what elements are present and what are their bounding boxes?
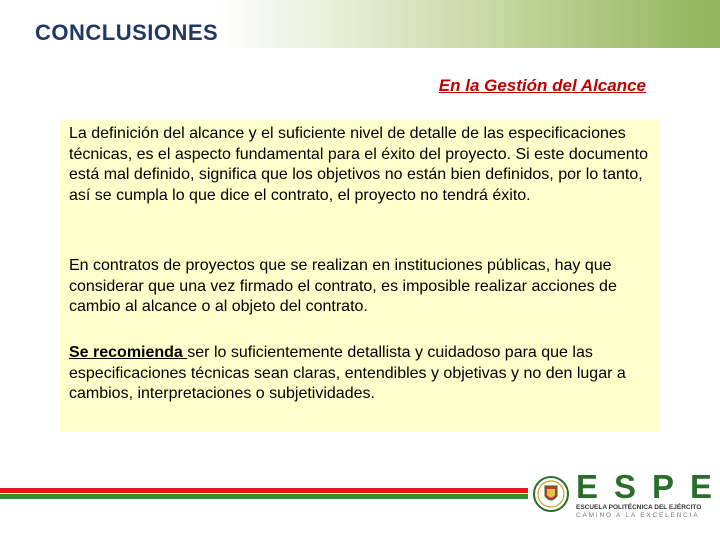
logo-letter: S — [613, 468, 636, 505]
logo-institution-name: ESCUELA POLITÉCNICA DEL EJÉRCITO — [576, 504, 702, 511]
seal-icon — [532, 470, 570, 518]
recommendation-text: ser lo suficientemente detallista y cuidadoso para que las especificaciones técnicas sean claras, entendibles y objetivas y no den lugar a cambios, interpretaciones o subjetividades. — [69, 344, 626, 402]
footer-lines — [0, 488, 528, 500]
logo-motto: CAMINO A LA EXCELENCIA — [576, 512, 700, 519]
logo-letter: P — [651, 468, 674, 505]
paragraph-recommendation — [69, 343, 654, 405]
logo-wordmark — [576, 470, 712, 504]
footer-line-green — [0, 494, 528, 499]
paragraph-scope-definition: La definición del alcance y el suficiente nivel de detalle de las especificaciones técnicas, es el aspecto fundamental para el éxito del proyecto. Si este documento está mal definido, significa que los objetivos no están bien definidos, por lo tanto, así se cumpla lo que dice el contrato, el proyecto no tendrá éxito. — [69, 125, 649, 204]
logo-letter: E — [689, 468, 712, 505]
recommendation-emphasis: Se recomienda — [69, 344, 188, 361]
content-box — [60, 120, 660, 432]
paragraph-public-contracts: En contratos de proyectos que se realizan en instituciones públicas, hay que considerar que una vez firmado el contrato, es imposible realizar acciones de cambio al alcance o al objeto del contrato. — [69, 257, 617, 315]
footer-line-red — [0, 488, 528, 493]
logo-letter: E — [576, 468, 599, 505]
slide-title: CONCLUSIONES — [35, 20, 219, 45]
espe-logo — [532, 470, 712, 520]
section-subtitle: En la Gestión del Alcance — [438, 76, 646, 95]
